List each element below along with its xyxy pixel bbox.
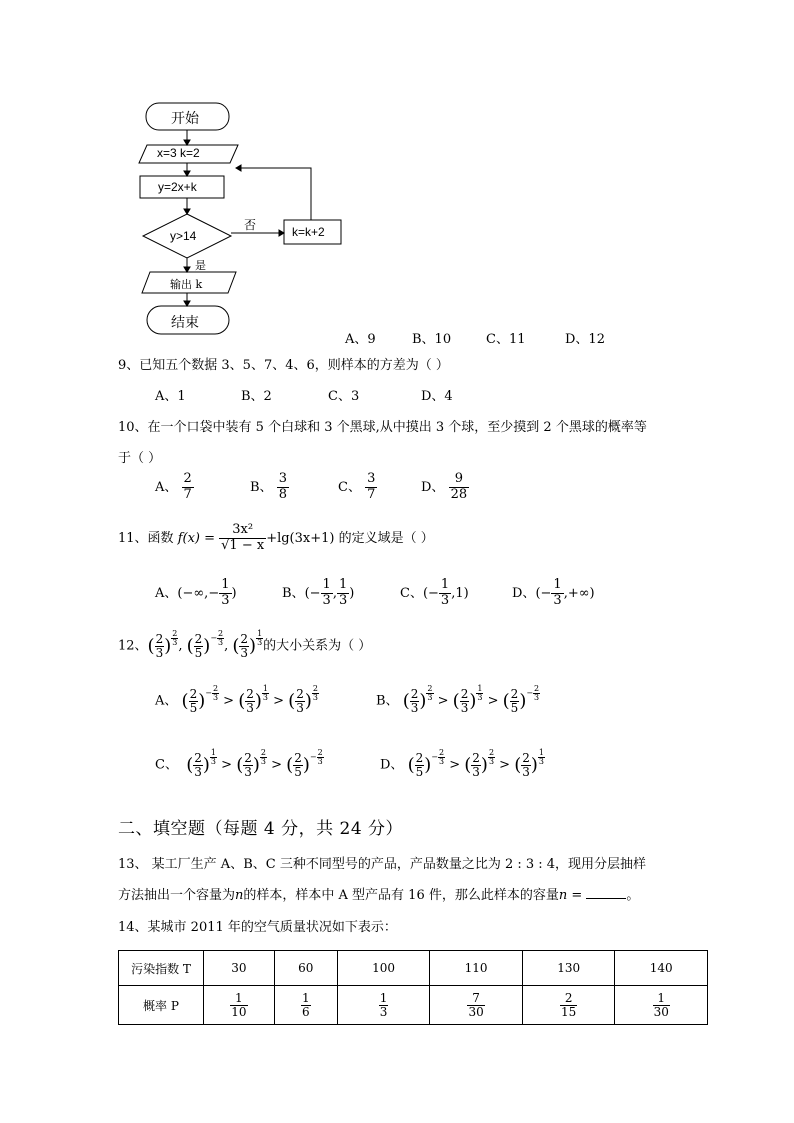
denominator: 3	[379, 1004, 388, 1019]
option-pre: (−	[535, 585, 552, 601]
table-cell: 100	[337, 951, 430, 986]
q9-stem: 9、已知五个数据 3、5、7、4、6，则样本的方差为（ ）	[118, 358, 449, 373]
option-label: D、	[512, 585, 536, 601]
numerator: 3	[367, 471, 376, 486]
table-header-t: 污染指数 T	[119, 951, 204, 986]
fraction	[439, 578, 451, 609]
numerator: 1	[379, 990, 388, 1005]
numerator: 9	[449, 472, 470, 488]
denominator: 3	[553, 592, 562, 608]
fraction	[449, 472, 470, 503]
q8-option-c: C、11	[486, 332, 526, 347]
q11-suffix: 的定义域是（ ）	[338, 530, 434, 546]
denominator: 7	[367, 486, 376, 502]
air-quality-table	[118, 950, 708, 1025]
q11-stem	[118, 523, 434, 554]
option-mid: ,	[332, 585, 337, 601]
q12-option-c: C、 ( $\frac{2}{3}$ ) $\frac{1}{3}$ > ( $\frac{2}{3}$ ) $\frac{2}{3}$ > ( $\frac{2}{5}$ )− $\frac{2}{3}$	[155, 747, 323, 779]
fraction	[337, 578, 349, 609]
numerator: 1	[553, 577, 562, 592]
option-label: B、	[282, 585, 305, 601]
flow-cond-label: y>14	[170, 229, 197, 243]
table-cell	[430, 986, 523, 1025]
denominator: 3	[221, 592, 230, 608]
table-cell: 130	[522, 951, 615, 986]
q13-text-a: 方法抽出一个容量为	[118, 888, 236, 903]
q13-eq: =	[567, 888, 587, 903]
flow-update-label: k=k+2	[292, 225, 325, 239]
denominator: 3	[322, 592, 331, 608]
fraction	[219, 578, 231, 609]
table-cell	[615, 986, 708, 1025]
flow-yes-label: 是	[195, 259, 206, 272]
option-label: C、	[155, 757, 178, 773]
q12-suffix: 的大小关系为（ ）	[263, 638, 372, 654]
q10-stem-line2: 于（ ）	[118, 451, 162, 466]
table-cell: 30	[204, 951, 275, 986]
denominator: 3	[338, 592, 348, 608]
option-pre: (−	[422, 585, 439, 601]
numerator: 1	[322, 577, 331, 592]
numerator: 1	[221, 577, 230, 592]
table-cell: 60	[274, 951, 337, 986]
flow-calc-label: y=2x+k	[158, 180, 197, 194]
q13-answer-blank[interactable]	[586, 886, 626, 899]
table-cell: 140	[615, 951, 708, 986]
q11-tail: +lg(3x+1)	[266, 530, 335, 546]
q12-option-d: D、 ( $\frac{2}{5}$ )− $\frac{2}{3}$ > ( $\frac{2}{3}$ ) $\frac{2}{3}$ > ( $\frac{2}{3}$ ) $\frac{1}{3}$	[380, 747, 545, 779]
option-pre: (−	[304, 585, 321, 601]
option-label: D、	[380, 757, 404, 773]
q9-option-a: A、1	[155, 389, 186, 404]
q13-var-n-2: n	[558, 888, 568, 903]
q13-end: 。	[626, 888, 640, 903]
q8-option-b: B、10	[412, 332, 452, 347]
q10-option-c	[338, 472, 377, 503]
q13-line1: 13、 某工厂生产 A、B、C 三种不同型号的产品，产品数量之比为 2 : 3 : 4，现用分层抽样	[118, 857, 647, 872]
q11-fraction	[219, 523, 266, 554]
denominator: 7	[183, 486, 192, 502]
q11-option-d	[512, 578, 595, 609]
q11-option-c	[400, 578, 469, 609]
q11-option-a	[155, 578, 237, 609]
numerator: 2	[560, 992, 577, 1006]
flow-start-label: 开始	[171, 111, 199, 127]
q9-option-d: D、4	[421, 389, 453, 404]
q13-var-n: n	[235, 888, 244, 903]
q10-option-b	[250, 472, 289, 503]
numerator: 1	[230, 992, 247, 1006]
option-label: B、	[250, 479, 273, 495]
option-label: C、	[400, 585, 423, 601]
q11-option-b	[282, 578, 354, 609]
q12-prefix: 12、	[118, 638, 148, 654]
numerator: 1	[440, 577, 450, 592]
q9-option-b: B、2	[241, 389, 272, 404]
q10-option-a	[155, 472, 194, 503]
flow-end-label: 结束	[171, 315, 199, 331]
q10-stem-line1: 10、在一个口袋中装有 5 个白球和 3 个黑球,从中摸出 3 个球，至少摸到 2 个黑球的概率等	[118, 420, 647, 435]
option-label: A、	[155, 479, 178, 495]
table-cell	[522, 986, 615, 1025]
option-label: C、	[338, 479, 361, 495]
fraction	[277, 472, 289, 503]
numerator: 7	[467, 992, 484, 1006]
q10-option-d	[421, 472, 469, 503]
option-post: )	[349, 585, 355, 601]
q11-prefix: 11、函数	[118, 530, 174, 546]
table-cell	[274, 986, 337, 1025]
q12-option-a: A、 ( $\frac{2}{5}$ )− $\frac{2}{3}$ > ( $\frac{2}{3}$ ) $\frac{1}{3}$ > ( $\frac{2}{3}$ ) $\frac{2}{3}$	[155, 683, 318, 715]
denominator: 10	[231, 1004, 247, 1019]
fraction	[551, 578, 563, 609]
q8-option-d: D、12	[565, 332, 605, 347]
numerator: 2	[183, 471, 192, 486]
q13-line2	[118, 884, 639, 903]
q14-stem: 14、某城市 2011 年的空气质量状况如下表示：	[118, 920, 397, 935]
q13-text-b: 的样本，样本中 A 型产品有 16 件，那么此样本的容量	[243, 888, 559, 903]
denominator: 3	[440, 592, 450, 608]
numerator: 1	[653, 992, 670, 1006]
option-pre: (−∞,−	[177, 585, 220, 601]
flow-output-label: 输出 k	[170, 278, 203, 291]
option-label: D、	[421, 479, 445, 495]
numerator: 1	[338, 577, 348, 592]
denominator: 30	[468, 1004, 484, 1019]
table-row	[119, 986, 708, 1025]
option-label: A、	[155, 585, 178, 601]
q12-stem: 12、( $\frac{2}{3}$ ) $\frac{2}{3}$ , ( $\frac{2}{5}$ )− $\frac{2}{3}$ , ( $\frac{2}{3}$ ) $\frac{1}{3}$ 的大小关系为（ ）	[118, 628, 372, 660]
q8-option-a: A、9	[345, 332, 376, 347]
denominator: 8	[278, 486, 287, 502]
q9-option-c: C、3	[328, 389, 360, 404]
table-row	[119, 951, 708, 986]
fraction	[321, 578, 333, 609]
q12-option-b: B、 ( $\frac{2}{3}$ ) $\frac{2}{3}$ > ( $\frac{2}{3}$ ) $\frac{1}{3}$ > ( $\frac{2}{5}$ )− $\frac{2}{3}$	[376, 683, 540, 715]
option-post: ,+∞)	[563, 585, 595, 601]
option-label: B、	[376, 693, 399, 709]
fraction	[182, 472, 194, 503]
option-post: ,1)	[451, 585, 469, 601]
table-cell	[337, 986, 430, 1025]
option-label: A、	[155, 693, 178, 709]
table-header-p: 概率 P	[119, 986, 204, 1025]
denominator: 15	[561, 1004, 577, 1019]
denominator: √1 − x	[221, 537, 265, 553]
denominator: 30	[653, 1004, 669, 1019]
option-post: )	[231, 585, 237, 601]
flow-init-label: x=3 k=2	[157, 146, 200, 160]
fraction	[365, 472, 377, 503]
section-title: 二、填空题（每题 4 分，共 24 分）	[118, 819, 404, 839]
table-cell: 110	[430, 951, 523, 986]
numerator: 3x²	[219, 523, 266, 539]
denominator: 28	[450, 486, 468, 502]
numerator: 3	[278, 471, 287, 486]
q11-function: f(x) =	[177, 530, 215, 546]
denominator: 6	[301, 1004, 310, 1019]
table-cell	[204, 986, 275, 1025]
numerator: 1	[301, 990, 310, 1005]
flow-no-label: 否	[244, 218, 257, 232]
